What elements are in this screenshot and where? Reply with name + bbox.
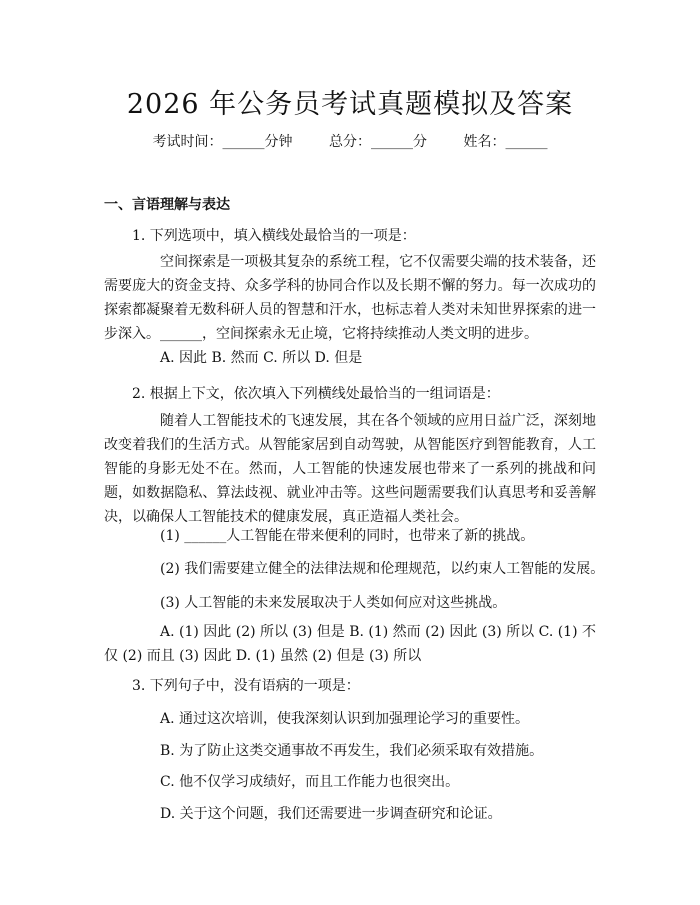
- question-3-stem: 3. 下列句子中，没有语病的一项是：: [132, 678, 360, 694]
- question-1-stem: 1. 下列选项中，填入横线处最恰当的一项是：: [132, 228, 416, 244]
- question-3-option-d: D. 关于这个问题，我们还需要进一步调查研究和论证。: [160, 806, 502, 822]
- question-2-passage: 随着人工智能技术的飞速发展，其在各个领域的应用日益广泛，深刻地改变着我们的生活方式。从智能家居到自动驾驶，从智能医疗到智能教育，人工智能的身影无处不在。然而，人工智能的快速发展也带来了一系列的挑战和问题，如数据隐私、算法歧视、就业冲击等。这些问题需要我们认真思考和妥善解决，以确保人工智能技术的健康发展，真正造福人类社会。: [104, 413, 596, 525]
- question-2-sentence-3: (3) 人工智能的未来发展取决于人类如何应对这些挑战。: [160, 595, 507, 611]
- question-1-passage: 空间探索是一项极其复杂的系统工程，它不仅需要尖端的技术装备，还需要庞大的资金支持、众多学科的协同合作以及长期不懈的努力。每一次成功的探索都凝聚着无数科研人员的智慧和汗水，也标志着人类对未知世界探索的进一步深入。______，空间探索永无止境，它将持续推动人类文明的进步。: [104, 254, 596, 342]
- exam-info-line: [0, 131, 700, 151]
- question-2-sentence-1: (1) ______人工智能在带来便利的同时，也带来了新的挑战。: [160, 528, 535, 544]
- section-heading: 一、言语理解与表达: [104, 197, 230, 213]
- page-title: 2026 年公务员考试真题模拟及答案: [126, 89, 574, 120]
- question-3-option-b: B. 为了防止这类交通事故不再发生，我们必须采取有效措施。: [160, 743, 544, 759]
- question-2-sentence-2: (2) 我们需要建立健全的法律法规和伦理规范，以约束人工智能的发展。: [160, 561, 605, 577]
- question-3-option-c: C. 他不仅学习成绩好，而且工作能力也很突出。: [160, 774, 460, 790]
- question-2-stem: 2. 根据上下文，依次填入下列横线处最恰当的一组词语是：: [132, 386, 500, 402]
- exam-time: 考试时间：______分钟: [152, 134, 293, 150]
- question-1-options: A. 因此 B. 然而 C. 所以 D. 但是: [160, 350, 363, 366]
- exam-score: 总分：______分: [329, 134, 427, 150]
- question-2-options: A. (1) 因此 (2) 所以 (3) 但是 B. (1) 然而 (2) 因此 (3) 所以 C. (1) 不仅 (2) 而且 (3) 因此 D. (1) 虽然 (2) 但是 (3) 所以: [104, 624, 596, 664]
- exam-name: 姓名：______: [463, 134, 548, 150]
- question-3-option-a: A. 通过这次培训，使我深刻认识到加强理论学习的重要性。: [160, 711, 530, 727]
